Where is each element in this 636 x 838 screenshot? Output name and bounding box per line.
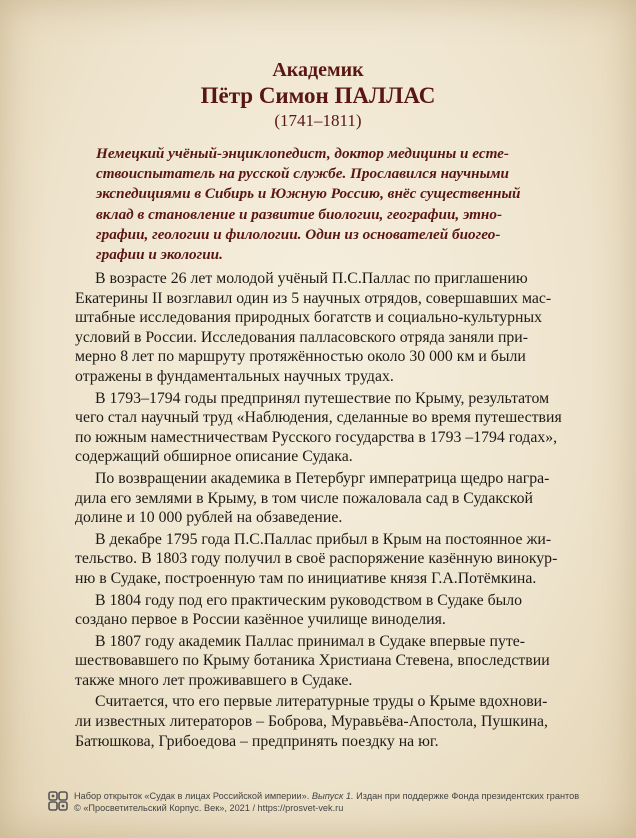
paragraph-line: также много лет проживавшего в Судаке. [75,671,353,689]
paragraph-line: Считается, что его первые литературные труды о Крыме вдохнови- [95,693,548,711]
heading-years: (1741–1811) [274,111,362,130]
paragraph-line: ли известных литераторов – Боброва, Муравьёва-Апостола, Пушкина, [75,713,548,731]
paragraph-line: содержащий обширное описание Судака. [75,448,353,466]
paragraph-line: Батюшкова, Грибоедова – предпринять поездку на юг. [75,732,439,750]
intro-line: вклад в становление и развитие биологии, географии, этно- [96,205,502,223]
intro-line: экспедициями в Сибирь и Южную Россию, внёс существенный [96,185,521,203]
paragraph-line: По возвращении академика в Петербург императрица щедро награ- [95,469,550,487]
intro-line: графии и экологии. [96,245,223,263]
intro-line: Немецкий учёный-энциклопедист, доктор медицины и есте- [96,145,509,162]
paragraph [75,692,571,751]
paragraph-line: Екатерины II возглавил один из 5 научных отрядов, совершавших мас- [75,289,552,307]
paragraph-line: В декабре 1795 года П.С.Паллас прибыл в Крым на постоянное жи- [95,530,552,548]
paragraph-line: отражены в фундаментальных научных трудах. [75,367,394,385]
footer-line2: © «Просветительский Корпус. Век», 2021 / https://prosvet-vek.ru [74,803,344,813]
intro-line: ствоиспытатель на русской службе. Прославился научными [96,165,509,183]
biography-text [75,269,571,751]
paragraph-line: по южным наместничествам Русского государства в 1793 –1794 годах», [75,428,558,446]
paragraph [75,632,571,691]
paragraph-line: дила его землями в Крыму, в том числе пожаловала сад в Судакской [75,489,533,507]
paragraph-line: чего стал научный труд «Наблюдения, сделанные во время путешествия [75,409,562,427]
heading [0,58,636,133]
paragraph-line: шествовавшего по Крыму ботаника Христиана Стевена, впоследствии [75,652,550,670]
heading-name: Пётр Симон ПАЛЛАС [200,83,436,108]
paragraph [75,469,571,528]
paragraph [75,591,571,630]
paragraph-line: долине и 10 000 рублей на обзаведение. [75,509,343,527]
paragraph [75,389,571,467]
paragraph-line: создано первое в России казённое училище виноделия. [75,611,446,629]
paragraph-line: мерно 8 лет по маршруту протяжённостью около 30 000 км и были [75,348,526,366]
paragraph-line: В 1807 году академик Паллас принимал в Судаке впервые путе- [95,632,526,650]
paragraph-line: В 1804 году под его практическим руководством в Судаке было [95,591,523,609]
paragraph-line: штабные исследования природных богатств и социально-культурных [75,309,543,327]
footer-series: Набор открыток «Судак в лицах Российской империи». [74,791,312,801]
heading-title-line1: Академик [272,59,364,81]
footer-grant: Издан при поддержке Фонда президентских грантов [353,791,580,801]
footer-line1 [74,790,594,802]
paragraph-line: В возрасте 26 лет молодой учёный П.С.Паллас по приглашению [95,270,528,287]
paragraph-line: тельство. В 1803 году получил в своё распоряжение казённую винокур- [75,550,558,568]
intro-line: графии, геологии и филологии. Один из основателей биогео- [96,225,501,243]
paragraph [75,269,571,387]
intro-text [96,144,536,265]
paragraph-line: условий в России. Исследования палласовского отряда заняли при- [75,328,529,346]
footer-issue: Выпуск 1. [311,791,354,801]
paragraph [75,530,571,589]
paragraph-line: В 1793–1794 годы предпринял путешествие по Крыму, результатом [95,389,550,407]
footer-credits [74,790,594,814]
publisher-logo-icon [48,791,68,811]
paragraph-line: ню в Судаке, построенную там по инициативе князя Г.А.Потёмкина. [75,569,537,587]
